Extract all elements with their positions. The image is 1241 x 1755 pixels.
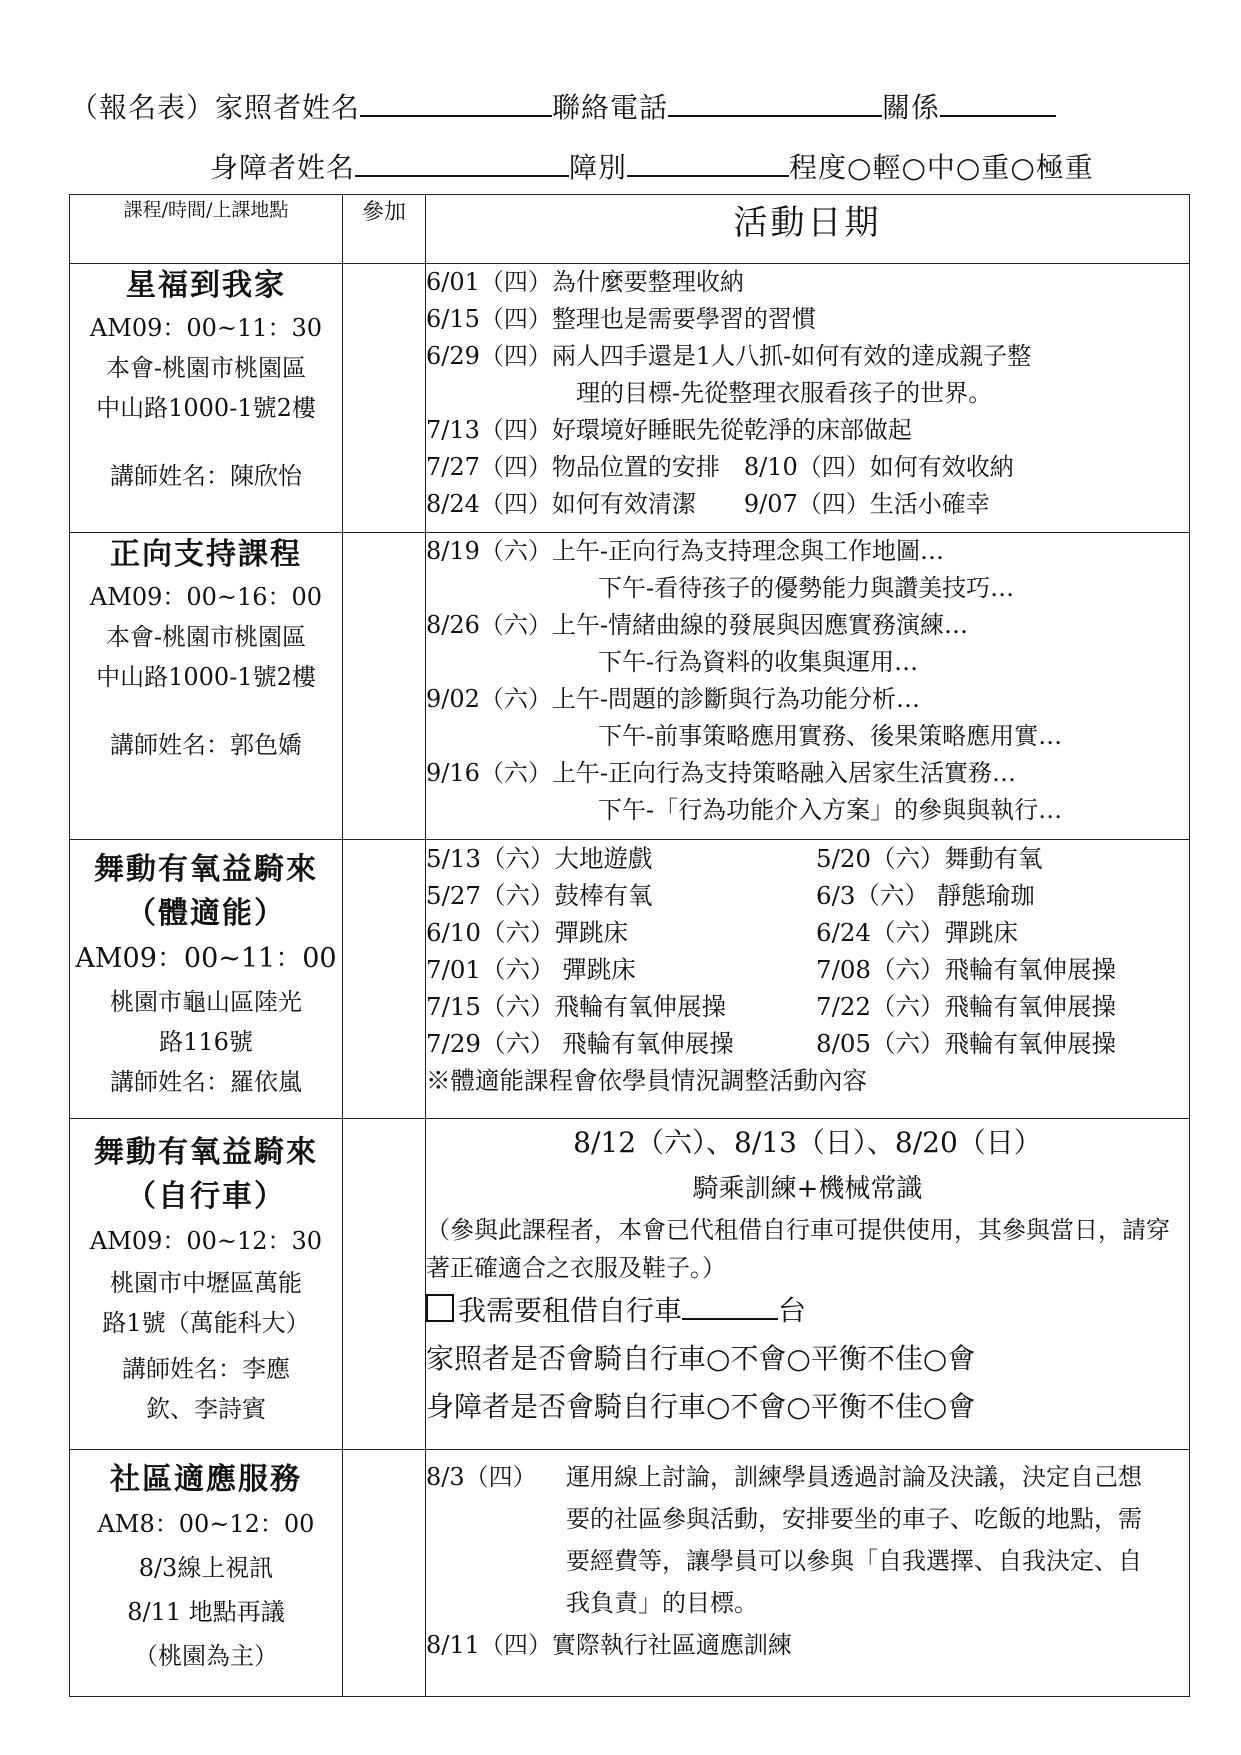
degree-option-severe[interactable]: ○重 <box>955 151 1011 184</box>
dates-cell <box>426 1119 1190 1450</box>
bike-rent-row <box>426 1287 1189 1335</box>
rent-unit: 台 <box>778 1294 807 1327</box>
dates-cell <box>426 1450 1190 1697</box>
join-cell[interactable] <box>343 533 426 840</box>
rent-quantity-field[interactable] <box>682 1296 778 1320</box>
course-teacher: 欽、李詩賓 <box>146 1395 266 1423</box>
header-line-2 <box>210 146 1094 186</box>
date-pair <box>426 877 1189 914</box>
course-note: 8/3線上視訊 <box>138 1554 274 1582</box>
course-location: 路116號 <box>159 1028 253 1056</box>
course-time: AM09：00~11：30 <box>89 314 323 342</box>
dates-cell <box>426 264 1190 533</box>
date-entry: 7/13（四）好環境好睡眠先從乾淨的床部做起 <box>426 416 912 444</box>
course-note: （桃園為主） <box>134 1642 278 1670</box>
course-cell <box>70 533 343 840</box>
date-entry: 8/19（六）上午-正向行為支持理念與工作地圖… <box>426 537 945 565</box>
course-title: 正向支持課程 <box>110 537 302 572</box>
join-cell[interactable] <box>343 1119 426 1450</box>
disabled-name-field[interactable] <box>355 149 569 177</box>
dates-cell <box>426 840 1190 1119</box>
date-entry: 7/15（六）飛輪有氧伸展操 <box>426 992 727 1021</box>
course-teacher: 講師姓名：羅依嵐 <box>110 1068 302 1096</box>
join-cell[interactable] <box>343 264 426 533</box>
disability-type-label: 障別 <box>569 151 628 184</box>
date-entry: 5/27（六）鼓棒有氧 <box>426 881 653 910</box>
date-entry: 6/10（六）彈跳床 <box>426 918 629 947</box>
course-cell <box>70 840 343 1119</box>
date-entry: 5/20（六）舞動有氧 <box>816 844 1043 873</box>
course-title: 星福到我家 <box>126 268 286 303</box>
table-header-row <box>70 195 1190 264</box>
date-entry: 6/15（四）整理也是需要學習的習慣 <box>426 305 816 333</box>
date-entry: 6/24（六）彈跳床 <box>816 918 1019 947</box>
disabled-name-label: 身障者姓名 <box>210 151 356 184</box>
table-row <box>70 840 1190 1119</box>
table-row <box>70 533 1190 840</box>
header-course: 課程/時間/上課地點 <box>70 195 343 264</box>
date-entry: 5/13（六）大地遊戲 <box>426 844 653 873</box>
date-entry: 下午-看待孩子的優勢能力與讚美技巧… <box>598 574 1015 602</box>
degree-option-mild[interactable]: ○輕 <box>847 151 902 184</box>
date-entry: 8/26（六）上午-情緒曲線的發展與因應實務演練… <box>426 611 969 639</box>
community-text: 運用線上討論，訓練學員透過討論及決議，決定自己想要的社區參與活動，安排要坐的車子、吃飯的地點，需要經費等，讓學員可以參與「自我選擇、自我決定、自我負責」的目標。 <box>566 1463 1142 1617</box>
relation-field[interactable] <box>940 89 1056 117</box>
date-entry: 9/02（六）上午-問題的診斷與行為功能分析… <box>426 685 921 713</box>
fitness-note: ※體適能課程會依學員情況調整活動內容 <box>426 1066 867 1095</box>
table-row <box>70 264 1190 533</box>
header-join: 參加 <box>343 195 426 264</box>
rent-checkbox[interactable] <box>426 1294 454 1322</box>
date-pair <box>426 1025 1189 1062</box>
date-entry: 下午-前事策略應用實務、後果策略應用實… <box>598 722 1063 750</box>
date-entry: 6/01（四）為什麼要整理收納 <box>426 268 744 296</box>
registration-table <box>69 194 1190 1697</box>
date-pair <box>426 951 1189 988</box>
course-subtitle: （體適能） <box>126 896 286 931</box>
caregiver-name-field[interactable] <box>360 89 552 117</box>
course-location: 本會-桃園市桃園區 <box>105 354 307 382</box>
phone-field[interactable] <box>668 89 882 117</box>
date-entry: 6/3（六） 靜態瑜珈 <box>816 881 1035 910</box>
date-entry: 理的目標-先從整理衣服看孩子的世界。 <box>576 379 993 407</box>
course-location: 桃園市中壢區萬能 <box>110 1269 302 1297</box>
course-title: 舞動有氧益騎來 <box>94 1135 318 1170</box>
date-entry: 6/29（四）兩人四手還是1人八抓-如何有效的達成親子整 <box>426 342 1032 370</box>
course-location: 桃園市龜山區陸光 <box>110 988 302 1016</box>
course-location: 本會-桃園市桃園區 <box>105 623 307 651</box>
course-location: 路1號（萬能科大） <box>102 1309 310 1337</box>
course-title: 舞動有氧益騎來 <box>94 852 318 887</box>
community-date: 8/11（四） <box>426 1631 552 1659</box>
dates-cell <box>426 533 1190 840</box>
course-teacher: 講師姓名：郭色嬌 <box>110 731 302 759</box>
date-entry: 8/24（四）如何有效清潔 9/07（四）生活小確幸 <box>426 490 990 518</box>
course-time: AM09：00~11：00 <box>75 943 337 974</box>
course-note: 8/11 地點再議 <box>127 1598 285 1626</box>
caregiver-name-label: （報名表）家照者姓名 <box>70 91 361 124</box>
community-date: 8/3（四） <box>426 1463 537 1491</box>
date-entry: 8/05（六）飛輪有氧伸展操 <box>816 1029 1117 1058</box>
degree-label: 程度 <box>789 151 848 184</box>
date-entry: 9/16（六）上午-正向行為支持策略融入居家生活實務… <box>426 759 1017 787</box>
date-pair <box>426 914 1189 951</box>
course-time: AM8：00~12：00 <box>97 1510 315 1538</box>
community-text: 實際執行社區適應訓練 <box>551 1631 792 1659</box>
course-time: AM09：00~12：30 <box>89 1227 323 1255</box>
course-cell <box>70 1119 343 1450</box>
disability-type-field[interactable] <box>627 149 789 177</box>
date-entry: 下午-「行為功能介入方案」的參與與執行… <box>598 796 1063 824</box>
header-dates: 活動日期 <box>426 195 1190 264</box>
header-line-1 <box>70 86 1056 126</box>
bike-dates: 8/12（六）、8/13（日）、8/20（日） <box>573 1126 1042 1159</box>
date-entry: 7/01（六） 彈跳床 <box>426 955 636 984</box>
course-location: 中山路1000-1號2樓 <box>96 663 316 691</box>
date-entry: 7/08（六）飛輪有氧伸展操 <box>816 955 1117 984</box>
course-teacher: 講師姓名：陳欣怡 <box>110 462 302 490</box>
date-pair <box>426 988 1189 1025</box>
disabled-bike-question[interactable]: 身障者是否會騎自行車○不會○平衡不佳○會 <box>426 1390 976 1423</box>
rent-label: 我需要租借自行車 <box>458 1294 683 1327</box>
phone-label: 聯絡電話 <box>552 91 669 124</box>
bike-note: （參與此課程者，本會已代租借自行車可提供使用，其參與當日，請穿著正確適合之衣服及鞋子。） <box>426 1216 1170 1282</box>
course-teacher: 講師姓名：李應 <box>122 1355 290 1383</box>
join-cell[interactable] <box>343 840 426 1119</box>
date-pair <box>426 840 1189 877</box>
course-time: AM09：00~16：00 <box>89 583 323 611</box>
course-title: 社區適應服務 <box>110 1462 302 1497</box>
date-entry: 7/29（六） 飛輪有氧伸展操 <box>426 1029 734 1058</box>
course-subtitle: （自行車） <box>126 1179 286 1214</box>
date-entry: 7/27（四）物品位置的安排 8/10（四）如何有效收納 <box>426 453 1014 481</box>
date-entry: 下午-行為資料的收集與運用… <box>598 648 919 676</box>
course-cell <box>70 264 343 533</box>
community-entry <box>426 1624 1189 1666</box>
community-entry <box>426 1456 1189 1624</box>
caregiver-bike-question[interactable]: 家照者是否會騎自行車○不會○平衡不佳○會 <box>426 1342 976 1375</box>
join-cell[interactable] <box>343 1450 426 1697</box>
relation-label: 關係 <box>882 91 941 124</box>
degree-option-profound[interactable]: ○極重 <box>1010 151 1094 184</box>
table-row <box>70 1119 1190 1450</box>
date-entry: 7/22（六）飛輪有氧伸展操 <box>816 992 1117 1021</box>
table-row <box>70 1450 1190 1697</box>
course-cell <box>70 1450 343 1697</box>
degree-option-moderate[interactable]: ○中 <box>901 151 956 184</box>
course-location: 中山路1000-1號2樓 <box>96 394 316 422</box>
bike-subtitle: 騎乘訓練+機械常識 <box>692 1174 923 1204</box>
